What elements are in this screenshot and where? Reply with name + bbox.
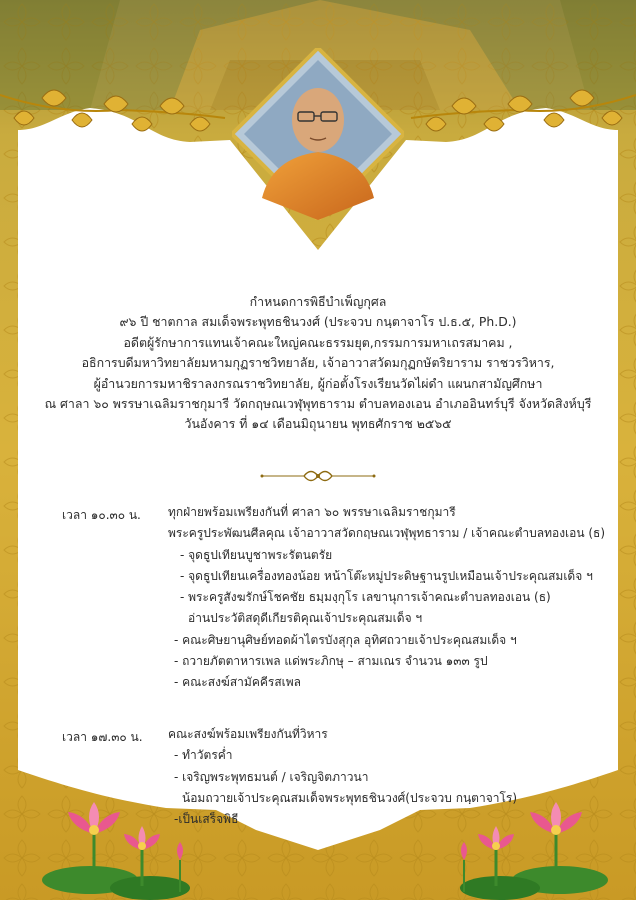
schedule-line: - จุดธูปเทียนบูชาพระรัตนตรัย — [180, 547, 333, 562]
header-line-position-2: อธิการบดีมหาวิทยาลัยมหามกุฏราชวิทยาลัย, เจ้าอาวาสวัดมกุฏกษัตริยาราม ราชวรวิหาร, — [81, 355, 555, 371]
schedule-line: พระครูประพัฒนศีลคุณ เจ้าอาวาสวัดกฤษณเวฬุพุทธาราม / เจ้าคณะตำบลทองเอน (ธ) — [168, 526, 606, 541]
lotus-flower-3 — [530, 802, 582, 835]
schedule-line: อ่านประวัติสดุดีเกียรติคุณเจ้าประคุณสมเด็จ ฯ — [188, 611, 423, 626]
header-line-anniversary: ๙๖ ปี ชาตกาล สมเด็จพระพุทธชินวงศ์ (ประจวบ กนฺตาจาโร ป.ธ.๕, Ph.D.) — [119, 314, 517, 330]
schedule-line: น้อมถวายเจ้าประคุณสมเด็จพระพุทธชินวงศ์(ประจวบ กนฺตาจาโร) — [182, 790, 518, 805]
lotus-flower-1 — [68, 802, 120, 835]
monk-portrait — [232, 48, 404, 220]
schedule-line: - ถวายภัตตาหารเพล แด่พระภิกษุ – สามเณร จำนวน ๑๓๓ รูป — [174, 654, 488, 669]
schedule-line: - คณะศิษยานุศิษย์ทอดผ้าไตรบังสุกุล อุทิศถวายเจ้าประคุณสมเด็จ ฯ — [174, 632, 517, 647]
morning-time: เวลา ๑๐.๓๐ น. — [62, 508, 141, 522]
schedule-line: - ทำวัตรค่ำ — [174, 748, 233, 763]
schedule-line: - พระครูสังฆรักษ์โชคชัย ธมฺมงฺกุโร เลขานุการเจ้าคณะตำบลทองเอน (ธ) — [180, 590, 551, 605]
ornament-divider — [258, 466, 378, 486]
morning-schedule — [168, 502, 605, 694]
ceremony-header — [20, 292, 616, 435]
lotus-left — [30, 800, 200, 900]
schedule-line: - เจริญพระพุทธมนต์ / เจริญจิตภาวนา — [174, 769, 369, 784]
evening-time: เวลา ๑๗.๓๐ น. — [62, 730, 143, 744]
schedule-line: - คณะสงฆ์สามัคคีรสเพล — [174, 675, 302, 690]
header-line-position-3: ผู้อำนวยการมหาชิราลงกรณราชวิทยาลัย, ผู้ก่อตั้งโรงเรียนวัดไผ่ดำ แผนกสามัญศึกษา — [93, 375, 543, 391]
lotus-flower-4 — [478, 826, 514, 850]
schedule-line: คณะสงฆ์พร้อมเพรียงกันที่วิหาร — [168, 727, 328, 741]
header-title: กำหนดการพิธีบำเพ็ญกุศล — [249, 294, 387, 309]
schedule-line: ทุกฝ่ายพร้อมเพรียงกันที่ ศาลา ๖๐ พรรษาเฉลิมราชกุมารี — [168, 505, 456, 519]
schedule-line: - จุดธูปเทียนเครื่องทองน้อย หน้าโต๊ะหมู่ประดิษฐานรูปเหมือนเจ้าประคุณสมเด็จ ฯ — [180, 568, 593, 583]
header-line-position-1: อดีตผู้รักษาการแทนเจ้าคณะใหญ่คณะธรรมยุต,กรรมการมหาเถรสมาคม , — [123, 334, 513, 350]
schedule-line: -เป็นเสร็จพิธี — [174, 812, 239, 827]
lotus-flower-2 — [124, 826, 160, 850]
lotus-right — [450, 800, 620, 900]
header-line-venue: ณ ศาลา ๖๐ พรรษาเฉลิมราชกุมารี วัดกฤษณเวฬุพุทธาราม ตำบลทองเอน อำเภออินทร์บุรี จังหวัดสิงห์บุรี — [44, 396, 592, 412]
header-line-date: วันอังคาร ที่ ๑๔ เดือนมิถุนายน พุทธศักราช ๒๕๖๕ — [184, 416, 452, 432]
